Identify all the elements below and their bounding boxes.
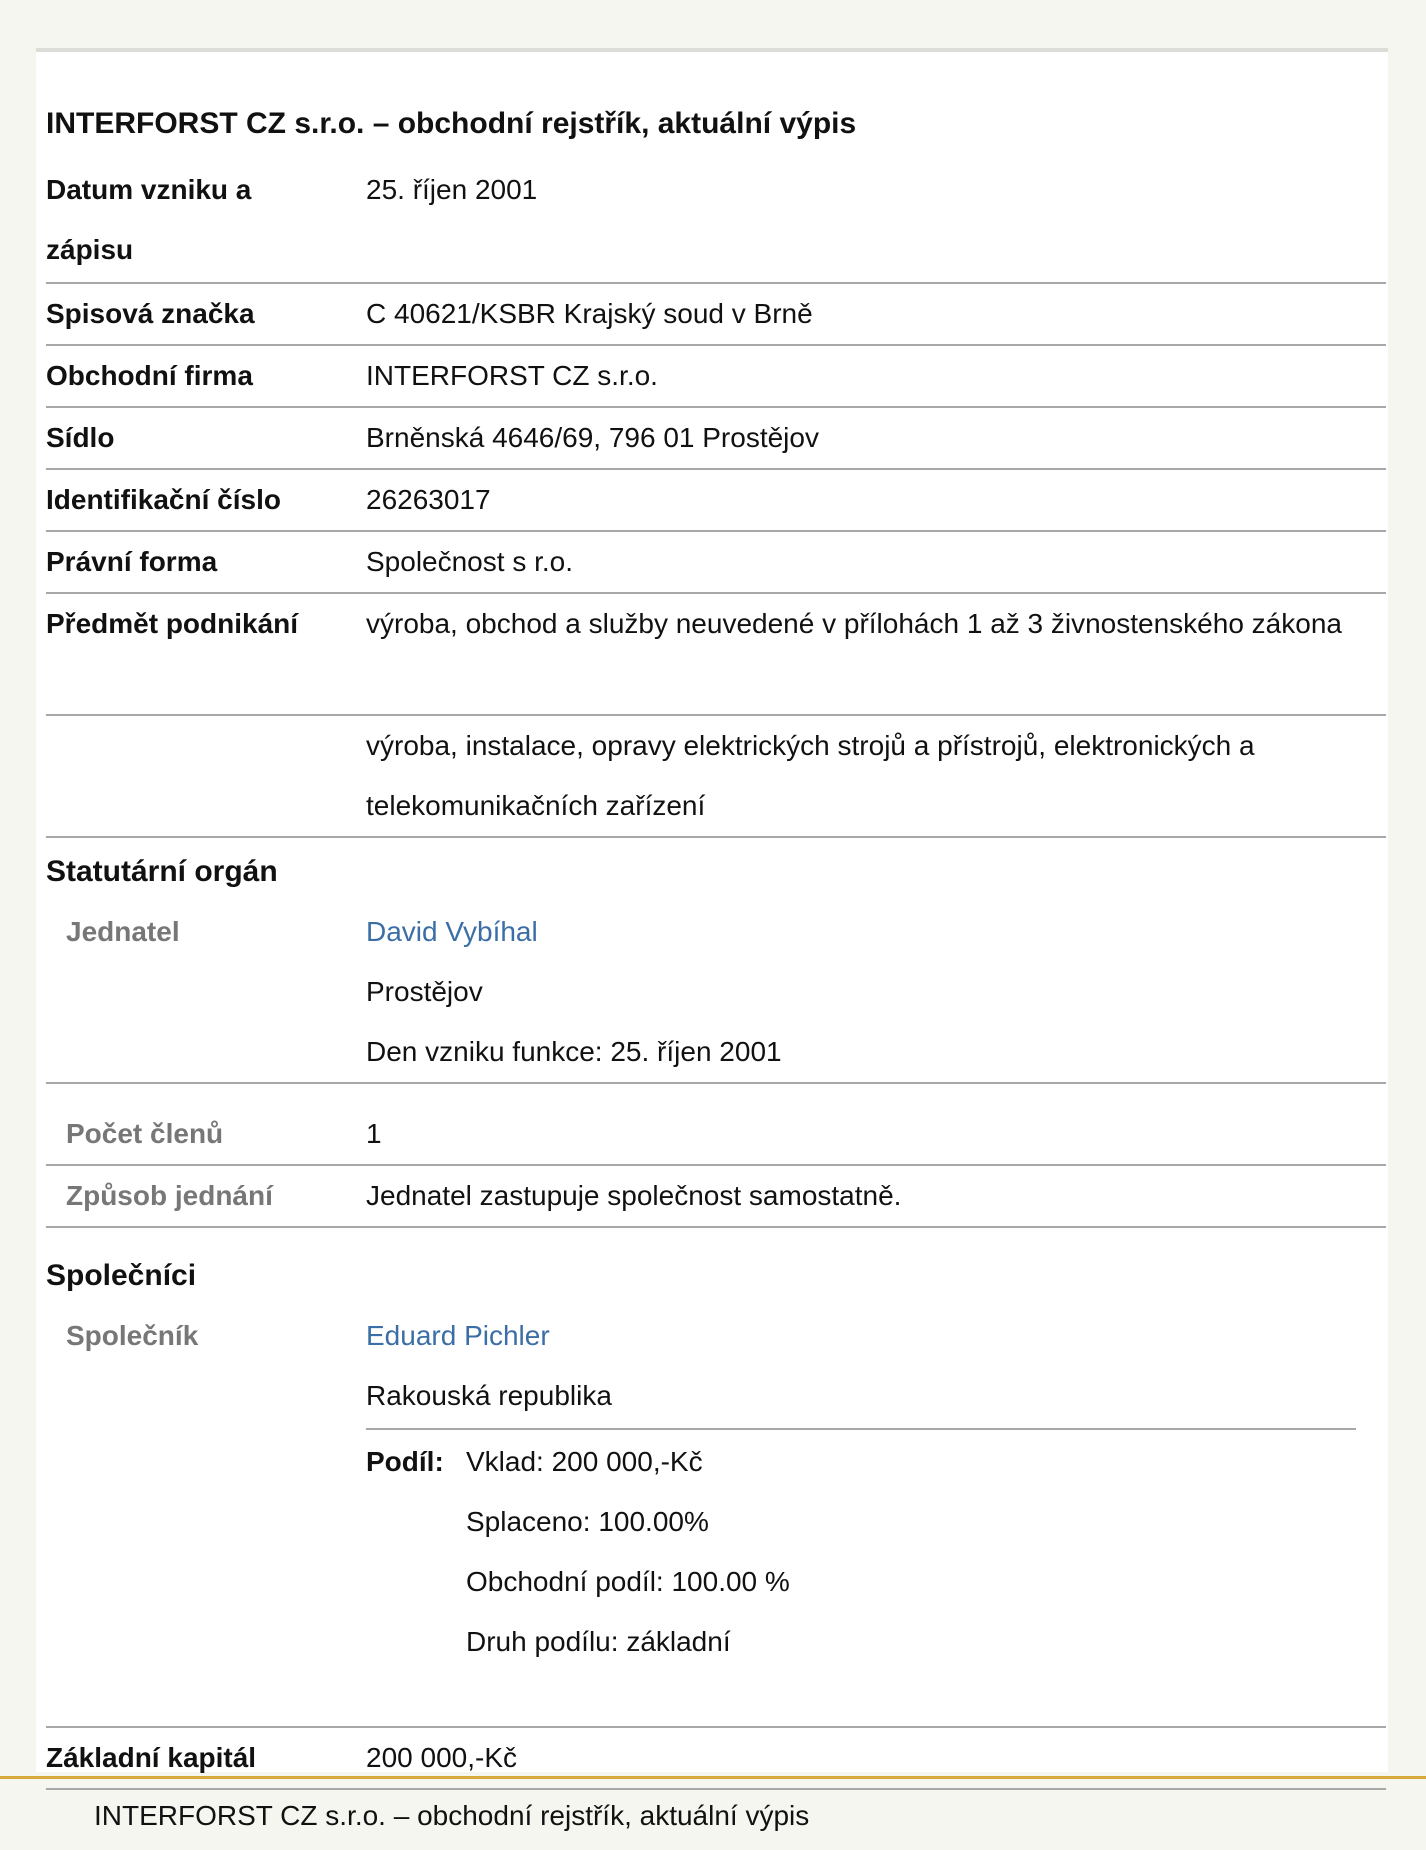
podil-vklad: Vklad: 200 000,-Kč [466,1446,703,1477]
label-podil: Podíl: [366,1446,444,1477]
row-spisova-znacka [46,284,1386,346]
value-pocet-clenu: 1 [366,1118,382,1149]
value-zpusob-jednani: Jednatel zastupuje společnost samostatně. [366,1180,902,1211]
row-identifikacni-cislo [46,470,1386,532]
spolecnik-country: Rakouská republika [366,1380,612,1411]
label-jednatel: Jednatel [66,916,180,947]
value-podil [466,1432,790,1672]
row-zpusob-jednani [46,1166,1386,1228]
label-datum-vzniku: Datum vzniku a zápisu [46,174,252,265]
value-spolecnik [366,1306,1376,1426]
label-identifikacni-cislo: Identifikační číslo [46,484,281,515]
value-sidlo: Brněnská 4646/69, 796 01 Prostějov [366,422,819,453]
label-zpusob-jednani: Způsob jednání [66,1180,273,1211]
row-jednatel [46,902,1386,1084]
row-spolecnik [46,1306,1386,1728]
value-spisova-znacka: C 40621/KSBR Krajský soud v Brně [366,298,813,329]
label-predmet-podnikani: Předmět podnikání [46,608,299,639]
value-predmet-item: výroba, instalace, opravy elektrických strojů a přístrojů, elektronických a telekomunikačních zařízení [366,730,1255,821]
podil-obchodni: Obchodní podíl: 100.00 % [466,1566,790,1597]
row-obchodni-firma [46,346,1386,408]
footer-title: INTERFORST CZ s.r.o. – obchodní rejstřík, aktuální výpis [94,1800,810,1831]
label-zakladni-kapital: Základní kapitál [46,1742,257,1773]
row-sidlo [46,408,1386,470]
page-title: INTERFORST CZ s.r.o. – obchodní rejstřík, aktuální výpis [46,107,857,140]
label-spolecnik: Společník [66,1320,199,1351]
podil-druh: Druh podílu: základní [466,1626,731,1657]
register-extract-card [36,48,1388,1772]
jednatel-name-link[interactable]: David Vybíhal [366,916,538,947]
value-identifikacni-cislo: 26263017 [366,484,491,515]
row-predmet-podnikani-2 [46,716,1386,838]
section-statutarni-organ: Statutární orgán [46,855,278,888]
spolecnik-name-link[interactable]: Eduard Pichler [366,1320,550,1351]
jednatel-since: Den vzniku funkce: 25. říjen 2001 [366,1036,782,1067]
jednatel-city: Prostějov [366,976,483,1007]
label-obchodni-firma: Obchodní firma [46,360,253,391]
label-pocet-clenu: Počet členů [66,1118,224,1149]
label-pravni-forma: Právní forma [46,546,218,577]
label-spisova-znacka: Spisová značka [46,298,255,329]
podil-splaceno: Splaceno: 100.00% [466,1506,709,1537]
footer-divider [0,1776,1426,1779]
row-pravni-forma [46,532,1386,594]
label-sidlo: Sídlo [46,422,115,453]
row-datum-vzniku [46,160,1386,284]
podil-divider [366,1428,1356,1430]
value-zakladni-kapital: 200 000,-Kč [366,1742,517,1773]
row-pocet-clenu [46,1104,1386,1166]
section-spolecnici: Společníci [46,1259,197,1292]
row-predmet-podnikani [46,594,1386,716]
value-pravni-forma: Společnost s r.o. [366,546,574,577]
value-datum-vzniku: 25. říjen 2001 [366,174,538,205]
value-predmet-item: výroba, obchod a služby neuvedené v přílohách 1 až 3 živnostenského zákona [366,608,1342,639]
value-obchodni-firma: INTERFORST CZ s.r.o. [366,360,658,391]
row-zakladni-kapital [46,1728,1386,1790]
value-jednatel [366,902,1376,1082]
